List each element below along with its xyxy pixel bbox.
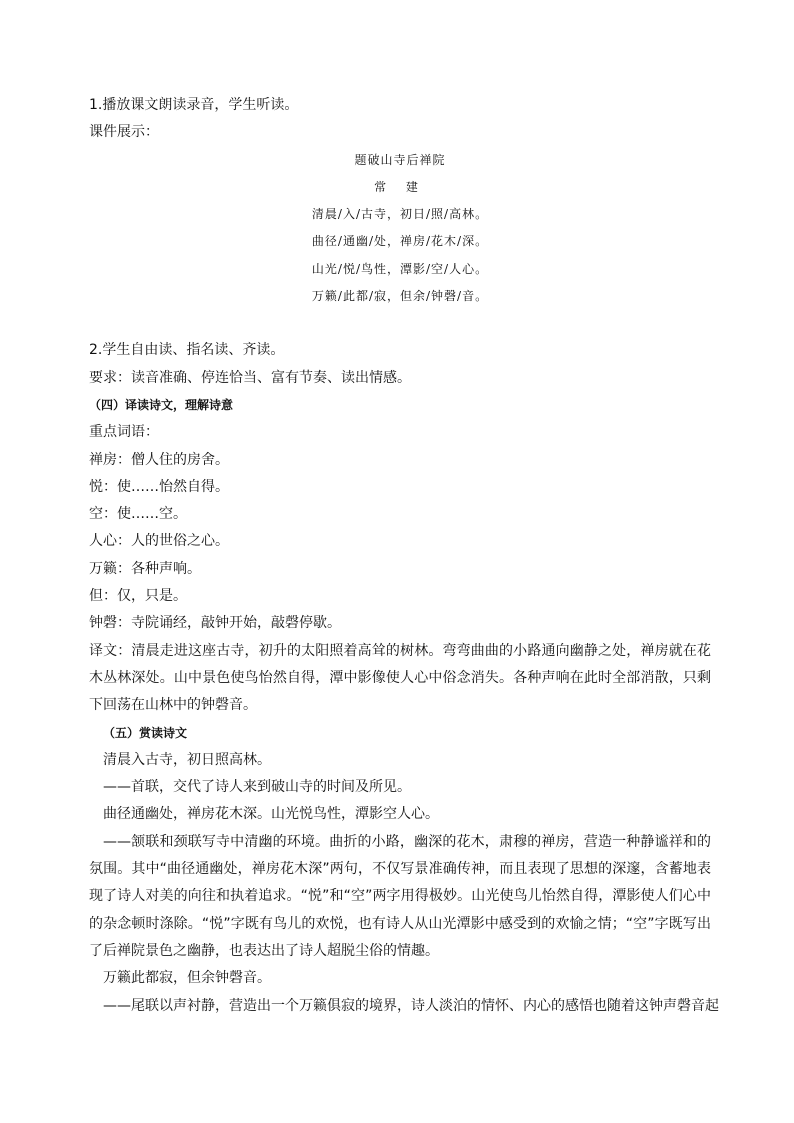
document-body	[89, 92, 719, 1020]
term-item: 禅房：僧人住的房舍。	[89, 451, 229, 468]
spacer	[89, 310, 711, 337]
term-item: 人心：人的世俗之心。	[89, 533, 229, 550]
requirement-text: 要求：读音准确、停连恰当、富有节奏、读出情感。	[89, 369, 411, 386]
term-item: 悦：使……怡然自得。	[89, 478, 229, 495]
step-2-text: 2.学生自由读、指名读、齐读。	[89, 342, 285, 359]
couplet-1: 清晨入古寺，初日照高林。	[103, 751, 271, 768]
courseware-label: 课件展示：	[89, 124, 159, 141]
translation-paragraph: 译文：清晨走进这座古寺，初升的太阳照着高耸的树林。弯弯曲曲的小路通向幽静之处，禅房就在花木丛林深处。山中景色使鸟怡然自得，潭中影像使人心中俗念消失。各种声响在此时全部消散，只剩下回荡在山林中的钟磬音。	[89, 642, 711, 714]
term-item: 万籁：各种声响。	[89, 560, 201, 577]
term-item: 空：使……空。	[89, 506, 187, 523]
comment-4: ——尾联以声衬静，营造出一个万籁俱寂的境界，诗人淡泊的情怀、内心的感悟也随着这钟声磬音起	[103, 997, 719, 1014]
comment-2-3: ——颔联和颈联写寺中清幽的环境。曲折的小路，幽深的花木，肃穆的禅房，营造一种静谧祥和的氛围。其中“曲径通幽处，禅房花木深”两句，不仅写景准确传神，而且表现了思想的深邃，含蓄地表现了诗人对美的向往和执着追求。“悦”和“空”两字用得极妙。山光使鸟儿怡然自得，潭影使人们心中的杂念顿时涤除。“悦”字既有鸟儿的欢悦，也有诗人从山光潭影中感受到的欢愉之情；“空”字既写出了后禅院景色之幽静，也表达出了诗人超脱尘俗的情趣。	[89, 833, 711, 959]
couplet-4: 万籁此都寂，但余钟磬音。	[103, 970, 271, 987]
poem-title: 题破山寺后禅院	[354, 152, 446, 167]
term-item: 但：仅，只是。	[89, 588, 187, 605]
poem-block	[89, 147, 711, 311]
section-4-heading: （四）译读诗文，理解诗意	[89, 397, 234, 412]
step-1-text: 1.播放课文朗读录音，学生听读。	[89, 97, 299, 113]
comment-1: ——首联，交代了诗人来到破山寺的时间及所见。	[103, 779, 411, 796]
couplet-2-3: 曲径通幽处，禅房花木深。山光悦鸟性，潭影空人心。	[103, 806, 439, 823]
key-words-label: 重点词语：	[89, 424, 159, 441]
poem-line: 清晨/入/古寺，初日/照/高林。	[311, 207, 489, 222]
term-item: 钟磬：寺院诵经，敲钟开始，敲磬停歇。	[89, 615, 341, 632]
section-5-heading: （五）赏读诗文	[103, 725, 188, 740]
poem-line: 曲径/通幽/处，禅房/花木/深。	[311, 234, 489, 249]
poem-line: 山光/悦/鸟性，潭影/空/人心。	[311, 261, 489, 276]
poem-line: 万籁/此都/寂，但余/钟磬/音。	[311, 289, 489, 304]
poem-author: 常 建	[374, 179, 426, 194]
